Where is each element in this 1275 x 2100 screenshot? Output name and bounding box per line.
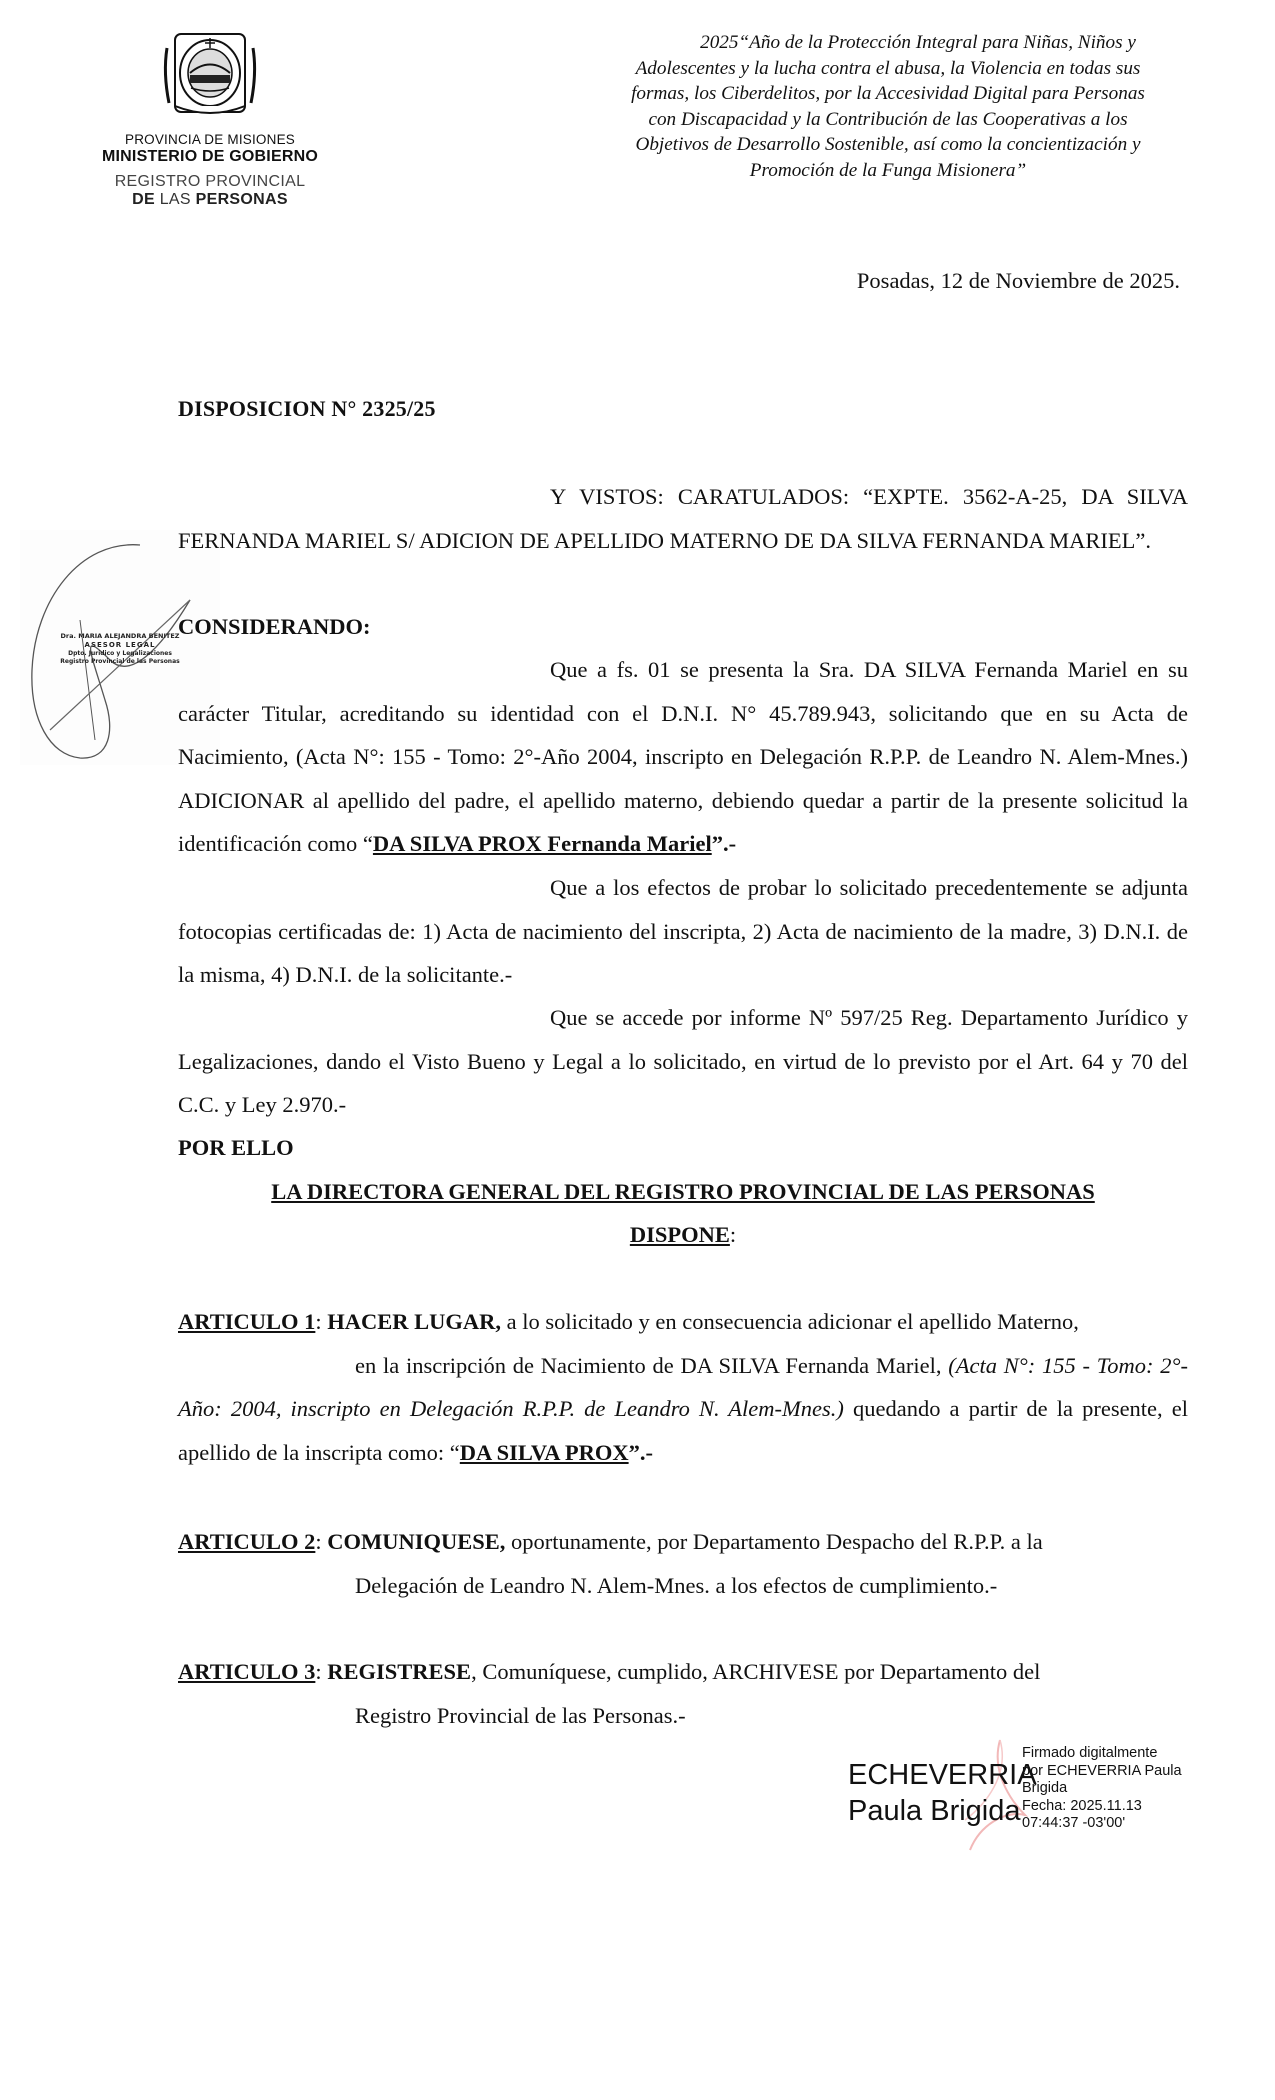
article-3-lead: REGISTRESE [327, 1659, 472, 1684]
signature-meta-line: Firmado digitalmente [1022, 1745, 1158, 1761]
considerando-paragraph-3: Que se accede por informe Nº 597/25 Reg. Departamento Jurídico y Legalizaciones, dando el Visto Bueno y Legal a lo solicitado, en virtud de lo previsto por el Art. 64 y 70 del C.C. y Ley 2.970.- [178, 1005, 1188, 1117]
article-1-new-surname: DA SILVA PROX [459, 1439, 629, 1465]
article-1-body [178, 1344, 1188, 1475]
registry-name-line1: REGISTRO PROVINCIAL [114, 173, 306, 190]
province-name: PROVINCIA DE MISIONES [125, 132, 295, 147]
article-2-line-1 [178, 1520, 1188, 1564]
signer-surname: ECHEVERRIA [848, 1759, 1037, 1791]
dispone-heading: DISPONE [629, 1222, 730, 1247]
article-1 [178, 1300, 1188, 1474]
article-2-text-b: Delegación de Leandro N. Alem-Mnes. a los efectos de cumplimiento.- [355, 1572, 998, 1598]
article-sep: : [315, 1529, 328, 1554]
motto-line: 2025“Año de la Protección Integral para Niñas, Niños y [700, 32, 1136, 53]
considerando-heading: CONSIDERANDO: [178, 614, 371, 639]
article-1-text-a: a lo solicitado y en consecuencia adicionar el apellido Materno, [501, 1309, 1079, 1334]
article-3-text-a: , Comuníquese, cumplido, ARCHIVESE por Departamento del [471, 1659, 1041, 1684]
digital-signature-details [1022, 1745, 1182, 1833]
considerando-p1-end: ”.- [711, 831, 737, 856]
motto-line: Objetivos de Desarrollo Sostenible, así como la concientización y [635, 134, 1141, 155]
svg-text:Dra. MARIA ALEJANDRA BENITEZ: Dra. MARIA ALEJANDRA BENITEZ [60, 632, 180, 640]
ministry-logo-block [80, 28, 340, 209]
article-1-lead: HACER LUGAR, [327, 1309, 502, 1334]
motto-line: Promoción de la Funga Misionera” [749, 159, 1027, 181]
year-motto [598, 30, 1178, 183]
article-2-lead: COMUNIQUESE, [327, 1529, 506, 1554]
article-3-label: ARTICULO 3 [178, 1659, 316, 1684]
article-3 [178, 1650, 1188, 1737]
motto-line: con Discapacidad y la Contribución de las Cooperativas a los [648, 108, 1128, 130]
article-sep: : [315, 1309, 328, 1334]
article-2-label: ARTICULO 2 [178, 1529, 316, 1554]
article-1-line-1 [178, 1300, 1188, 1344]
dispone-colon: : [729, 1222, 737, 1247]
svg-text:Registro Provincial de las Per: Registro Provincial de las Personas [60, 658, 180, 665]
signature-time: 07:44:37 -03'00' [1022, 1815, 1126, 1831]
provincial-crest-icon [155, 28, 265, 118]
signature-meta-line: por ECHEVERRIA Paula [1022, 1762, 1182, 1779]
svg-text:ASESOR LEGAL: ASESOR LEGAL [84, 641, 156, 649]
signature-date: Fecha: 2025.11.13 [1022, 1797, 1142, 1814]
motto-line: Adolescentes y la lucha contra el abusa, la Violencia en todas sus [635, 57, 1141, 79]
authority-line [178, 1170, 1188, 1214]
article-1-end: ”.- [628, 1439, 653, 1465]
disposition-title: DISPOSICION N° 2325/25 [178, 396, 436, 421]
vistos-paragraph: Y VISTOS: CARATULADOS: “EXPTE. 3562-A-25, DA SILVA FERNANDA MARIEL S/ ADICION DE APELLIDO MATERNO DE DA SILVA FERNANDA MARIEL”. [178, 484, 1188, 553]
article-1-acta-ref: (Acta N°: 155 - Tomo: 2°- Año: 2004, inscripto en Delegación R.P.P. de Leandro N. Alem-Mnes.) [178, 1352, 1188, 1421]
requested-full-name: DA SILVA PROX Fernanda Mariel [372, 831, 712, 856]
article-2-text-a: oportunamente, por Departamento Despacho del R.P.P. a la [505, 1529, 1043, 1554]
article-2 [178, 1520, 1188, 1607]
article-1-text-c: quedando a partir de la presente, el apellido de la inscripta como: “ [178, 1396, 1189, 1465]
article-1-text-b: en la inscripción de Nacimiento de DA SILVA Fernanda Mariel, [355, 1352, 949, 1378]
article-3-line-1 [178, 1650, 1188, 1694]
motto-line: formas, los Ciberdelitos, por la Accesividad Digital para Personas [631, 83, 1145, 104]
ministry-name: MINISTERIO DE GOBIERNO [102, 148, 318, 165]
svg-text:Dpto. Juridico y Legalizacione: Dpto. Juridico y Legalizaciones [68, 650, 172, 657]
considerando-paragraph-2: Que a los efectos de probar lo solicitado precedentemente se adjunta fotocopias certificadas de: 1) Acta de nacimiento del inscripta, 2) Acta de nacimiento de la madre, 3) D.N.I. de la misma, 4) D.N.I. de la solicitante.- [178, 875, 1188, 987]
authority-title: LA DIRECTORA GENERAL DEL REGISTRO PROVINCIAL DE LAS PERSONAS [271, 1179, 1095, 1204]
considerando-p1-text: Que a fs. 01 se presenta la Sra. DA SILVA Fernanda Mariel en su carácter Titular, acreditando su identidad con el D.N.I. N° 45.789.943, solicitando que en su Acta de Nacimiento, (Acta N°: 155 - Tomo: 2°-Año 2004, inscripto en Delegación R.P.P. de Leandro N. Alem-Mnes.) ADICIONAR al apellido del padre, el apellido materno, debiendo quedar a partir de la presente solicitud la identificación como “ [178, 657, 1188, 856]
signer-given-names: Paula Brigida [848, 1795, 1021, 1827]
article-sep: : [315, 1659, 328, 1684]
digital-signer-name [848, 1757, 1037, 1829]
signature-meta-line: Brigida [1022, 1780, 1068, 1796]
por-ello-heading: POR ELLO [178, 1135, 294, 1160]
registry-name-personas: PERSONAS [195, 191, 288, 208]
article-3-text-b: Registro Provincial de las Personas.- [355, 1702, 686, 1728]
considerando-paragraph-1 [178, 648, 1188, 866]
article-1-label: ARTICULO 1 [178, 1309, 316, 1334]
registry-name-de: DE [132, 191, 160, 208]
document-date: Posadas, 12 de Noviembre de 2025. [856, 268, 1180, 293]
registry-name-line2 [80, 191, 340, 209]
dispone-line [178, 1213, 1188, 1257]
registry-name-las: LAS [159, 191, 196, 208]
